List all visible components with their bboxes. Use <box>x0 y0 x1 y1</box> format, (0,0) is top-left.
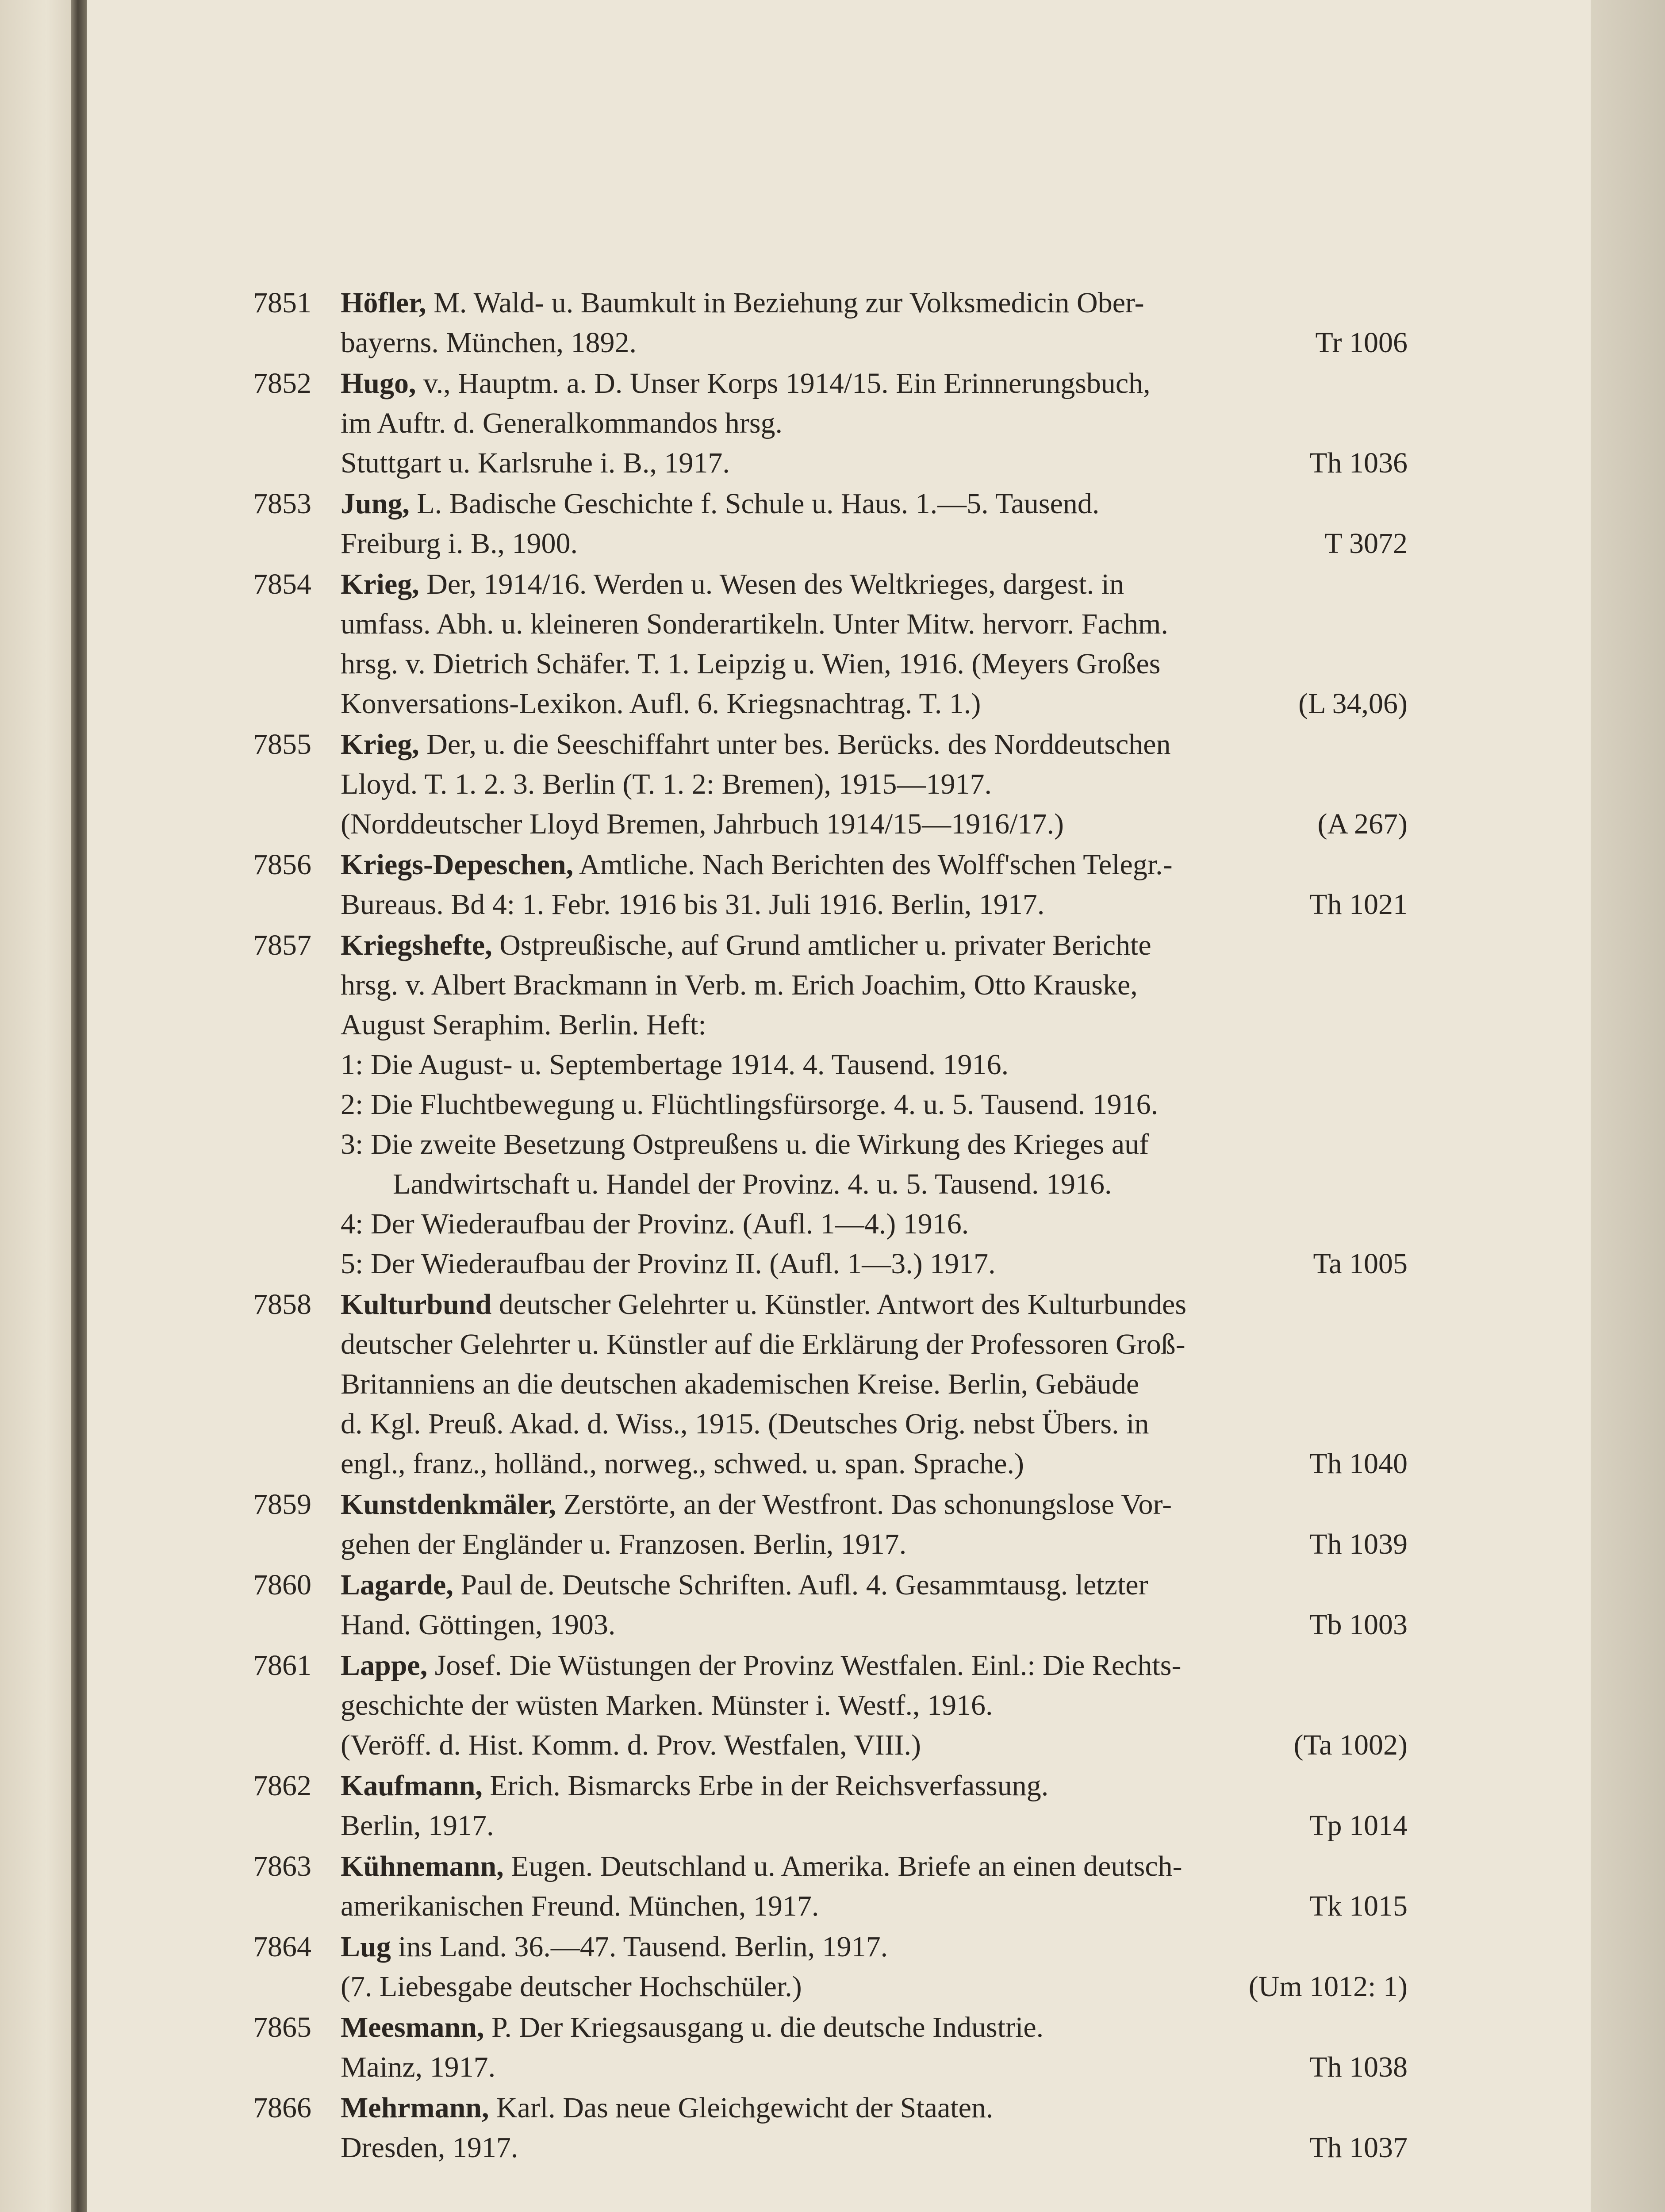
entry-number: 7861 <box>253 1649 311 1682</box>
entry <box>253 1766 1408 1846</box>
entry-line <box>341 1404 1408 1444</box>
entry-text: Bureaus. Bd 4: 1. Febr. 1916 bis 31. Juli 1916. Berlin, 1917. <box>341 888 1045 921</box>
entry-line <box>341 1565 1408 1605</box>
entry-text: umfass. Abh. u. kleineren Sonderartikeln. Unter Mitw. hervorr. Fachm. <box>341 608 1168 640</box>
entry-text: Der, 1914/16. Werden u. Wesen des Weltkrieges, dargest. in <box>419 568 1124 600</box>
entry-number: 7858 <box>253 1288 311 1321</box>
entry-number: 7865 <box>253 2011 311 2043</box>
entry-line <box>341 1485 1408 1525</box>
shelfmark: Tb 1003 <box>1309 1609 1408 1641</box>
entry-line <box>341 403 1408 443</box>
entry-line <box>341 283 1408 323</box>
entry-text: gehen der Engländer u. Franzosen. Berlin, 1917. <box>341 1528 907 1560</box>
book-gutter <box>71 0 87 2212</box>
entry-text: 2: Die Fluchtbewegung u. Flüchtlingsfürsorge. 4. u. 5. Tausend. 1916. <box>341 1088 1159 1121</box>
entry-line <box>341 565 1408 604</box>
entry-text: Amtliche. Nach Berichten des Wolff'schen Telegr.- <box>573 849 1173 881</box>
entry-text: Josef. Die Wüstungen der Provinz Westfalen. Einl.: Die Rechts- <box>427 1649 1182 1682</box>
entry-text: Hand. Göttingen, 1903. <box>341 1609 616 1641</box>
entry <box>253 2008 1408 2087</box>
entry <box>253 2088 1408 2168</box>
entry-line <box>341 323 1408 363</box>
entry <box>253 1927 1408 2007</box>
shelfmark: Th 1039 <box>1309 1528 1408 1560</box>
shelfmark: (Um 1012: 1) <box>1248 1970 1408 2003</box>
entry <box>253 283 1408 363</box>
entry-text: d. Kgl. Preuß. Akad. d. Wiss., 1915. (Deutsches Orig. nebst Übers. in <box>341 1408 1149 1440</box>
entry <box>253 1285 1408 1484</box>
entry-line <box>341 1605 1408 1645</box>
entry-text: P. Der Kriegsausgang u. die deutsche Industrie. <box>484 2011 1044 2043</box>
entry-text: Eugen. Deutschland u. Amerika. Briefe an einen deutsch- <box>503 1850 1182 1882</box>
entry-text: 5: Der Wiederaufbau der Provinz II. (Aufl. 1—3.) 1917. <box>341 1248 996 1280</box>
entry-text: hrsg. v. Albert Brackmann in Verb. m. Erich Joachim, Otto Krauske, <box>341 969 1138 1001</box>
entry-text: Zerstörte, an der Westfront. Das schonungslose Vor- <box>556 1488 1172 1521</box>
entry-headword: Kaufmann, <box>341 1770 483 1802</box>
entry-number: 7854 <box>253 568 311 600</box>
entry-line <box>341 1686 1408 1725</box>
entry-line <box>341 484 1408 524</box>
entry-headword: Höfler, <box>341 287 426 319</box>
entry-number: 7859 <box>253 1488 311 1521</box>
entry-text: Paul de. Deutsche Schriften. Aufl. 4. Gesammtausg. letzter <box>453 1569 1148 1601</box>
entry-number: 7857 <box>253 929 311 961</box>
entry-text: M. Wald- u. Baumkult in Beziehung zur Volksmedicin Ober- <box>426 287 1144 319</box>
entry-line <box>341 2008 1408 2047</box>
entry-text: geschichte der wüsten Marken. Münster i. Westf., 1916. <box>341 1689 993 1721</box>
entry <box>253 1565 1408 1645</box>
entry-line <box>341 804 1408 844</box>
entry-text: Ostpreußische, auf Grund amtlicher u. privater Berichte <box>492 929 1151 961</box>
entry-text: Dresden, 1917. <box>341 2131 518 2164</box>
entry-line <box>341 1045 1408 1085</box>
entry-number: 7860 <box>253 1569 311 1601</box>
entry-line <box>341 1525 1408 1564</box>
entry-line <box>341 1164 1408 1204</box>
shelfmark: (A 267) <box>1317 808 1408 840</box>
entry-text: L. Badische Geschichte f. Schule u. Haus. 1.—5. Tausend. <box>409 488 1100 520</box>
entry-text: Mainz, 1917. <box>341 2051 496 2083</box>
entry-headword: Mehrmann, <box>341 2092 489 2124</box>
entry-headword: Meesmann, <box>341 2011 484 2043</box>
shelfmark: Ta 1005 <box>1313 1248 1408 1280</box>
entry-text: engl., franz., holländ., norweg., schwed. u. span. Sprache.) <box>341 1448 1024 1480</box>
entry-text: im Auftr. d. Generalkommandos hrsg. <box>341 407 783 439</box>
shelfmark: (L 34,06) <box>1298 687 1408 720</box>
entry-headword: Krieg, <box>341 568 419 600</box>
entry-line <box>341 1847 1408 1886</box>
entry-number: 7862 <box>253 1770 311 1802</box>
entry-headword: Jung, <box>341 488 410 520</box>
bibliography-list <box>253 283 1408 2169</box>
entry-headword: Kühnemann, <box>341 1850 504 1882</box>
entry-line <box>341 604 1408 644</box>
entry-text: bayerns. München, 1892. <box>341 326 637 359</box>
shelfmark: Th 1038 <box>1309 2051 1408 2083</box>
entry-line <box>341 1364 1408 1404</box>
entry-headword: Kunstdenkmäler, <box>341 1488 556 1521</box>
entry-line <box>341 885 1408 925</box>
entry-line <box>341 1285 1408 1325</box>
entry-line <box>341 524 1408 564</box>
entry-text: (Norddeutscher Lloyd Bremen, Jahrbuch 1914/15—1916/17.) <box>341 808 1064 840</box>
entry-text: v., Hauptm. a. D. Unser Korps 1914/15. Ein Erinnerungsbuch, <box>416 367 1151 399</box>
entry-text: August Seraphim. Berlin. Heft: <box>341 1009 706 1041</box>
entry-text: hrsg. v. Dietrich Schäfer. T. 1. Leipzig u. Wien, 1916. (Meyers Großes <box>341 648 1161 680</box>
entry-headword: Kriegshefte, <box>341 929 492 961</box>
entry <box>253 725 1408 844</box>
entry-headword: Kulturbund <box>341 1288 492 1321</box>
entry-text: amerikanischen Freund. München, 1917. <box>341 1890 819 1922</box>
entry-line <box>341 1806 1408 1846</box>
entry <box>253 1646 1408 1765</box>
entry <box>253 845 1408 925</box>
entry-line <box>341 1886 1408 1926</box>
entry-line <box>341 2128 1408 2168</box>
entry-headword: Hugo, <box>341 367 416 399</box>
entry-line <box>341 1244 1408 1284</box>
shelfmark: Th 1021 <box>1309 888 1408 921</box>
entry-line <box>341 845 1408 885</box>
entry-text: Konversations-Lexikon. Aufl. 6. Kriegsnachtrag. T. 1.) <box>341 687 981 720</box>
entry-line <box>341 364 1408 403</box>
entry-line <box>341 1325 1408 1364</box>
entry-line <box>341 1005 1408 1045</box>
entry-headword: Lagarde, <box>341 1569 453 1601</box>
entry-headword: Lug <box>341 1931 391 1963</box>
entry-number: 7853 <box>253 488 311 520</box>
entry-number: 7852 <box>253 367 311 399</box>
entry-text: Erich. Bismarcks Erbe in der Reichsverfassung. <box>482 1770 1049 1802</box>
entry-text: Berlin, 1917. <box>341 1809 494 1842</box>
shelfmark: Tr 1006 <box>1315 326 1408 359</box>
page-edge-right <box>1591 0 1665 2212</box>
entry-line <box>341 1444 1408 1484</box>
entry-text: (Veröff. d. Hist. Komm. d. Prov. Westfalen, VIII.) <box>341 1729 921 1761</box>
entry-text: 4: Der Wiederaufbau der Provinz. (Aufl. 1—4.) 1916. <box>341 1208 969 1240</box>
entry-text: deutscher Gelehrter u. Künstler auf die Erklärung der Professoren Groß- <box>341 1328 1185 1360</box>
entry-line <box>341 684 1408 724</box>
entry-line <box>341 965 1408 1005</box>
shelfmark: Tk 1015 <box>1309 1890 1408 1922</box>
entry-line <box>341 1125 1408 1164</box>
entry <box>253 364 1408 483</box>
shelfmark: (Ta 1002) <box>1293 1729 1408 1761</box>
entry-line <box>341 1725 1408 1765</box>
entry-line <box>341 1646 1408 1686</box>
entry-line <box>341 2047 1408 2087</box>
entry-line <box>341 2088 1408 2128</box>
entry-line <box>341 725 1408 764</box>
shelfmark: Th 1036 <box>1309 447 1408 479</box>
previous-page-edge <box>0 0 77 2212</box>
entry <box>253 1847 1408 1926</box>
entry-number: 7864 <box>253 1931 311 1963</box>
entry-line <box>341 443 1408 483</box>
shelfmark: T 3072 <box>1324 527 1408 560</box>
entry-text: (7. Liebesgabe deutscher Hochschüler.) <box>341 1970 802 2003</box>
entry-line <box>341 644 1408 684</box>
entry-text: 3: Die zweite Besetzung Ostpreußens u. die Wirkung des Krieges auf <box>341 1128 1149 1160</box>
entry-number: 7866 <box>253 2092 311 2124</box>
entry-number: 7856 <box>253 849 311 881</box>
entry-headword: Lappe, <box>341 1649 428 1682</box>
entry-text: Der, u. die Seeschiffahrt unter bes. Berücks. des Norddeutschen <box>419 728 1171 760</box>
entry-text: Landwirtschaft u. Handel der Provinz. 4. u. 5. Tausend. 1916. <box>393 1168 1112 1200</box>
entry-line <box>341 1766 1408 1806</box>
entry-headword: Krieg, <box>341 728 419 760</box>
entry-text: Karl. Das neue Gleichgewicht der Staaten. <box>489 2092 994 2124</box>
entry-line <box>341 1085 1408 1125</box>
entry <box>253 926 1408 1284</box>
entry-text: 1: Die August- u. Septembertage 1914. 4. Tausend. 1916. <box>341 1048 1009 1081</box>
entry-line <box>341 1204 1408 1244</box>
entry-text: ins Land. 36.—47. Tausend. Berlin, 1917. <box>391 1931 888 1963</box>
entry <box>253 565 1408 724</box>
entry-text: Freiburg i. B., 1900. <box>341 527 578 560</box>
entry-text: Stuttgart u. Karlsruhe i. B., 1917. <box>341 447 730 479</box>
shelfmark: Th 1037 <box>1309 2131 1408 2164</box>
entry-number: 7855 <box>253 728 311 760</box>
entry-number: 7851 <box>253 287 311 319</box>
entry-headword: Kriegs-Depeschen, <box>341 849 574 881</box>
entry-text: Britanniens an die deutschen akademischen Kreise. Berlin, Gebäude <box>341 1368 1139 1400</box>
entry-text: deutscher Gelehrter u. Künstler. Antwort des Kulturbundes <box>491 1288 1187 1321</box>
entry-number: 7863 <box>253 1850 311 1882</box>
shelfmark: Tp 1014 <box>1309 1809 1408 1842</box>
entry-line <box>341 1927 1408 1967</box>
entry <box>253 1485 1408 1564</box>
shelfmark: Th 1040 <box>1309 1448 1408 1480</box>
entry-line <box>341 926 1408 965</box>
entry-line <box>341 1967 1408 2007</box>
entry <box>253 484 1408 564</box>
entry-text: Lloyd. T. 1. 2. 3. Berlin (T. 1. 2: Bremen), 1915—1917. <box>341 768 992 800</box>
entry-line <box>341 764 1408 804</box>
